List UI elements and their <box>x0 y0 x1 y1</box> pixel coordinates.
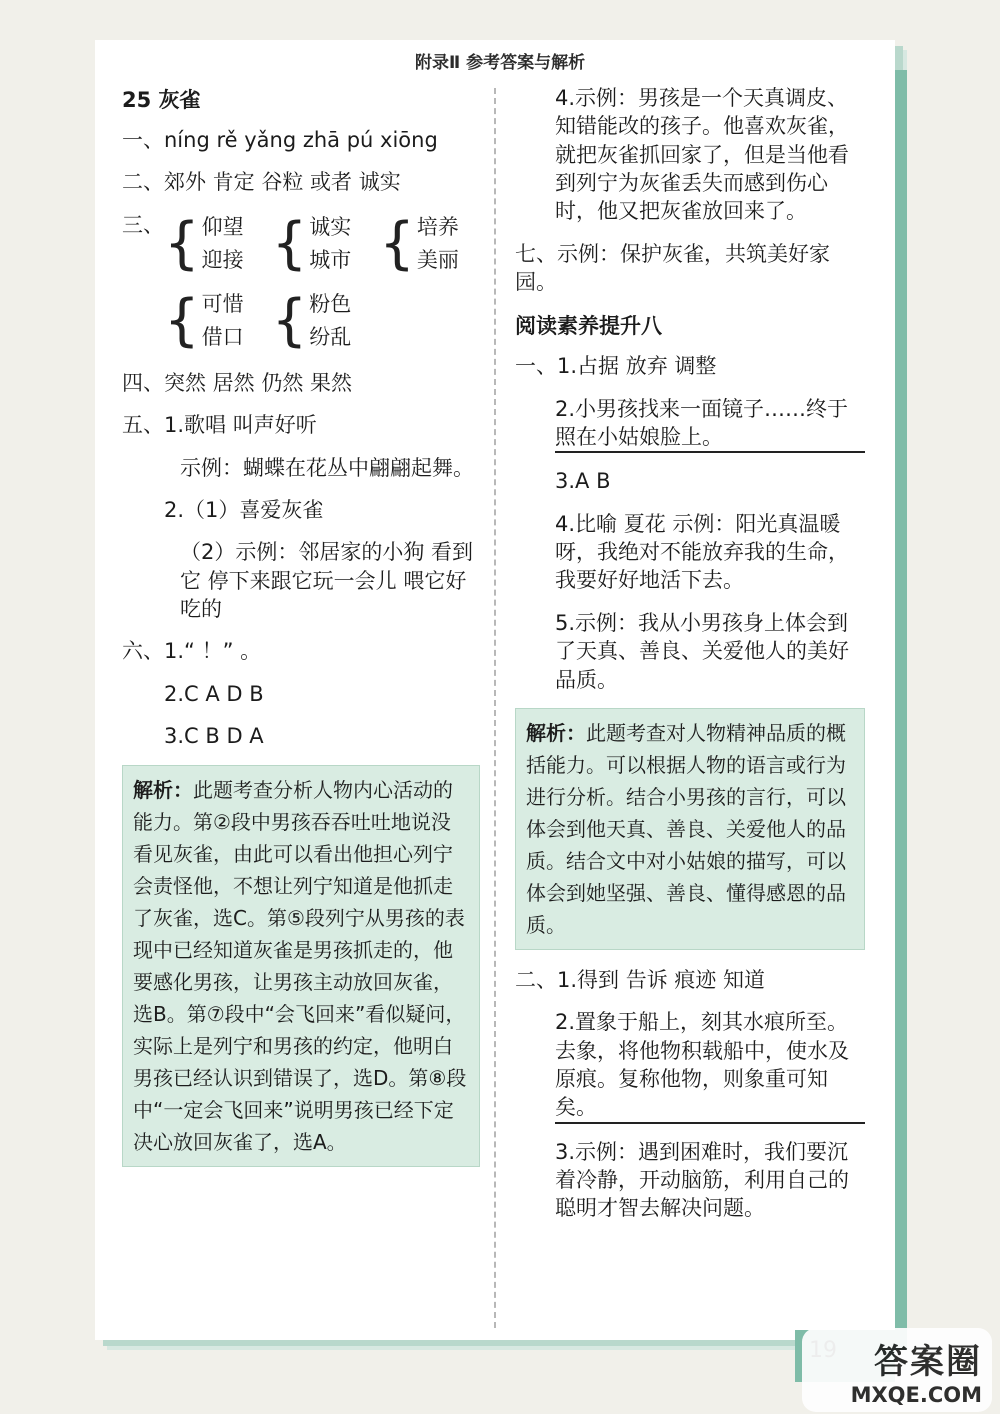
q5-label: 五、 <box>122 413 164 438</box>
r2-item-1: 1.得到 告诉 痕迹 知道 <box>557 967 766 992</box>
q6-item-2: 2.C A D B <box>164 681 264 706</box>
answer-q1: 一、níng rě yǎng zhā pú xiōng <box>122 128 438 152</box>
analysis-box-left <box>122 765 480 1167</box>
lesson-title: 25 灰雀 <box>122 88 201 112</box>
q3-label: 三、 <box>122 212 164 237</box>
section-heading: 阅读素养提升八 <box>515 314 662 339</box>
brace-item: 迎接 <box>201 248 244 273</box>
right-column <box>515 84 865 1237</box>
watermark-url: MXQE.COM <box>850 1382 982 1407</box>
brace-item: 粉色 <box>309 291 352 316</box>
reading-q2 <box>515 966 865 994</box>
answer-q3 <box>122 211 480 355</box>
q3-brace-rows <box>164 211 459 355</box>
q5-item-1: 1.歌唱 叫声好听 <box>164 413 317 438</box>
brace-group-3 <box>379 211 459 278</box>
answer-q6-4: 4.示例：男孩是一个天真调皮、知错能改的孩子。他喜欢灰雀，就把灰雀抓回家了，但是当他看到列宁为灰雀丢失而感到伤心时，他又把灰雀放回来了。 <box>555 86 849 224</box>
brace-item: 可惜 <box>201 291 244 316</box>
brace-icon: { <box>164 211 200 277</box>
answer-q6 <box>122 637 480 665</box>
watermark-logo-text: 答案圈 <box>874 1341 982 1382</box>
answer-q7: 七、示例：保护灰雀，共筑美好家园。 <box>515 241 830 295</box>
q5-item-2a: 2.（1）喜爱灰雀 <box>164 498 324 523</box>
q6-item-1: 1.“ ！” 。 <box>164 639 262 664</box>
answer-q4: 四、突然 居然 仍然 果然 <box>122 371 353 396</box>
analysis-label: 解析： <box>133 777 193 802</box>
q6-label: 六、 <box>122 639 164 664</box>
r1-item-3: 3.A B <box>555 469 611 494</box>
r1-label: 一、 <box>515 354 557 379</box>
side-strip <box>895 70 907 1350</box>
brace-group-5 <box>272 288 352 355</box>
r2-item-3: 3.示例：遇到困难时，我们要沉着冷静，开动脑筋，利用自己的聪明才智去解决问题。 <box>555 1139 849 1221</box>
q6-item-3: 3.C B D A <box>164 724 264 749</box>
analysis-label: 解析： <box>526 720 586 745</box>
r1-item-4: 4.比喻 夏花 示例：阳光真温暖呀，我绝对不能放弃我的生命，我要好好地活下去。 <box>555 511 849 593</box>
r2-item-2: 2.置象于船上，刻其水痕所至。去象，将他物积载船中，使水及原痕。复称他物，则象重可知矣。 <box>555 1008 865 1123</box>
brace-item: 诚实 <box>309 214 352 239</box>
analysis-box-right <box>515 708 865 950</box>
q3-brace-row-1 <box>164 211 459 278</box>
brace-icon: { <box>271 211 308 277</box>
brace-item: 纷乱 <box>309 325 352 350</box>
brace-item: 美丽 <box>416 248 459 273</box>
r1-item-1: 1.占据 放弃 调整 <box>557 354 717 379</box>
answer-q5 <box>122 411 480 439</box>
watermark-logo <box>802 1328 992 1412</box>
brace-icon: { <box>164 288 200 354</box>
left-column <box>122 84 480 1167</box>
r2-label: 二、 <box>515 967 557 992</box>
brace-icon: { <box>379 211 415 277</box>
page-header: 附录Ⅱ 参考答案与解析 <box>415 53 586 73</box>
r1-item-2: 2.小男孩找来一面镜子……终于照在小姑娘脸上。 <box>555 395 865 454</box>
reading-q1 <box>515 352 865 380</box>
brace-group-2 <box>272 211 352 278</box>
brace-group-1 <box>164 211 244 278</box>
brace-icon: { <box>271 288 308 354</box>
column-divider <box>494 88 496 1328</box>
q5-item-1-example: 示例：蝴蝶在花丛中翩翩起舞。 <box>180 455 474 480</box>
analysis-text: 此题考查对人物精神品质的概括能力。可以根据人物的语言或行为进行分析。结合小男孩的言行，可以体会到他天真、善良、关爱他人的品质。结合文中对小姑娘的描写，可以体会到她坚强、善良、懂得感恩的品质。 <box>526 720 846 937</box>
brace-item: 城市 <box>309 248 352 273</box>
answer-q2: 二、郊外 肯定 谷粒 或者 诚实 <box>122 170 401 195</box>
r1-item-5: 5.示例：我从小男孩身上体会到了天真、善良、关爱他人的美好品质。 <box>555 610 849 692</box>
brace-item: 仰望 <box>201 214 244 239</box>
brace-item: 借口 <box>201 325 244 350</box>
brace-group-4 <box>164 288 244 355</box>
analysis-text: 此题考查分析人物内心活动的能力。第②段中男孩吞吞吐吐地说没看见灰雀，由此可以看出他担心列宁会责怪他，不想让列宁知道是他抓走了灰雀，选C。第⑤段列宁从男孩的表现中已经知道灰雀是男孩抓走的，他要感化男孩，让男孩主动放回灰雀，选B。第⑦段中“会飞回来”看似疑问，实际上是列宁和男孩的约定，他明白男孩已经认识到错误了，选D。第⑧段中“一定会飞回来”说明男孩已经下定决心放回灰雀了，选A。 <box>133 777 467 1154</box>
q5-item-2b: （2）示例：邻居家的小狗 看到它 停下来跟它玩一会儿 喂它好吃的 <box>180 540 474 622</box>
brace-item: 培养 <box>416 214 459 239</box>
q3-brace-row-2 <box>164 288 459 355</box>
